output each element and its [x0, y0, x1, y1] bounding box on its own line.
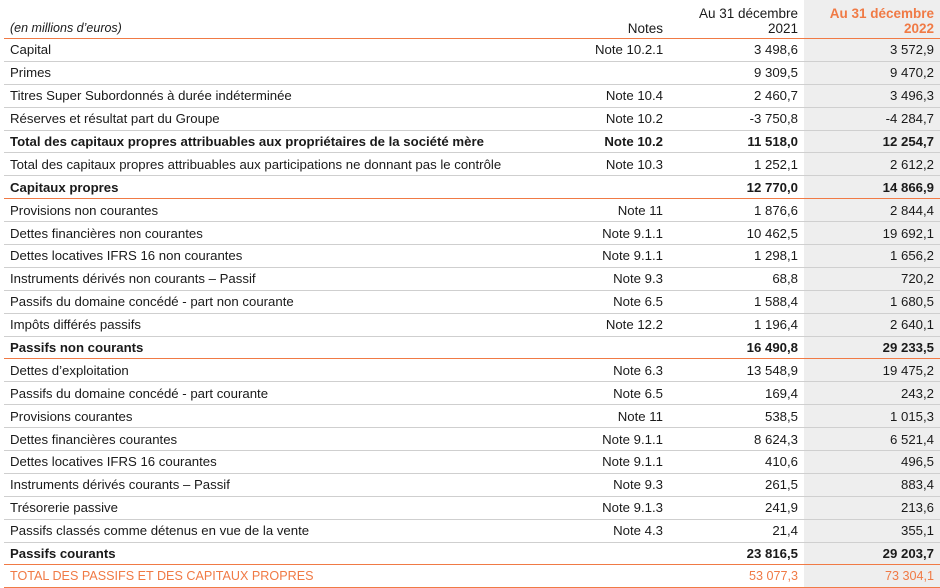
row-label: Dettes financières courantes [10, 431, 178, 447]
row-note [589, 565, 669, 588]
table-row [4, 313, 940, 336]
table-row [4, 199, 940, 222]
row-label: Passifs classés comme détenus en vue de la vente [10, 523, 310, 539]
row-note [589, 542, 669, 565]
column-header-2021-date: Au 31 décembre [698, 6, 798, 21]
row-note [589, 61, 669, 84]
row-label: Provisions courantes [10, 408, 133, 424]
row-value-2022: 2 640,1 [804, 313, 940, 336]
row-note: Note 10.2.1 [595, 42, 664, 58]
row-label: Total des capitaux propres attribuables aux participations ne donnant pas le contrôle [10, 156, 502, 172]
grand-total-row [4, 565, 940, 588]
table-row [4, 84, 940, 107]
row-note: Note 4.3 [613, 523, 663, 539]
table-row [4, 107, 940, 130]
column-header-2022 [804, 0, 940, 39]
row-label: Titres Super Subordonnés à durée indéterminée [10, 88, 292, 104]
row-note: Note 6.3 [613, 362, 663, 378]
table-row [4, 382, 940, 405]
table-row [4, 61, 940, 84]
row-note: Note 11 [617, 408, 663, 424]
row-label: Dettes locatives IFRS 16 courantes [10, 454, 217, 470]
row-label: Passifs du domaine concédé - part courante [10, 385, 269, 401]
row-note: Note 10.3 [605, 156, 663, 172]
row-value-2021: 68,8 [772, 271, 798, 287]
row-value-2022: 2 612,2 [804, 153, 940, 176]
table-row [4, 519, 940, 542]
row-note: Note 9.1.1 [602, 454, 663, 470]
row-note: Note 9.1.1 [602, 431, 663, 447]
row-note: Note 10.4 [605, 88, 663, 104]
subtotal-row [4, 176, 940, 199]
row-note: Note 9.1.1 [602, 248, 663, 264]
row-note: Note 6.5 [613, 294, 663, 310]
row-note: Note 9.3 [613, 271, 663, 287]
column-header-2022-year: 2022 [903, 21, 934, 36]
row-value-2022: 1 656,2 [804, 245, 940, 268]
subtotal-row [4, 130, 940, 153]
table-row [4, 428, 940, 451]
row-note: Note 9.1.3 [602, 500, 663, 516]
table-row [4, 222, 940, 245]
row-value-2022: 14 866,9 [804, 176, 940, 199]
row-note: Note 12.2 [605, 317, 663, 333]
unit-label: (en millions d’euros) [10, 21, 122, 35]
row-note: Note 6.5 [613, 385, 663, 401]
row-value-2022: 243,2 [804, 382, 940, 405]
liabilities-equity-table [4, 0, 940, 588]
row-value-2022: 1 015,3 [804, 405, 940, 428]
row-value-2022: 3 572,9 [804, 39, 940, 62]
column-header-2021 [669, 0, 804, 39]
row-value-2022: 2 844,4 [804, 199, 940, 222]
row-value-2021: 9 309,5 [754, 65, 798, 81]
row-note: Note 9.3 [613, 477, 663, 493]
row-value-2022: 12 254,7 [804, 130, 940, 153]
table-row [4, 496, 940, 519]
row-value-2022: 496,5 [804, 451, 940, 474]
row-value-2022: 1 680,5 [804, 290, 940, 313]
row-value-2021: 538,5 [764, 408, 798, 424]
table-row [4, 290, 940, 313]
row-value-2022: 213,6 [804, 496, 940, 519]
row-value-2021: 1 252,1 [754, 156, 798, 172]
row-label: Passifs non courants [10, 340, 144, 356]
row-value-2021: 1 298,1 [754, 248, 798, 264]
row-label: Capital [10, 42, 52, 58]
row-value-2022: 6 521,4 [804, 428, 940, 451]
row-value-2021: 2 460,7 [754, 88, 798, 104]
row-value-2021: 12 770,0 [746, 179, 798, 195]
row-value-2022: 29 233,5 [804, 336, 940, 359]
row-note: Note 10.2 [605, 111, 663, 127]
row-label: Provisions non courantes [10, 202, 159, 218]
row-value-2022: 73 304,1 [804, 565, 940, 588]
row-value-2021: 10 462,5 [746, 225, 798, 241]
row-value-2022: 19 692,1 [804, 222, 940, 245]
row-value-2021: 410,6 [764, 454, 798, 470]
row-label: Impôts différés passifs [10, 317, 141, 333]
row-value-2021: 8 624,3 [754, 431, 798, 447]
row-value-2021: 13 548,9 [746, 362, 798, 378]
column-header-2021-year: 2021 [767, 21, 798, 36]
row-value-2021: 3 498,6 [754, 42, 798, 58]
row-label: Dettes d’exploitation [10, 362, 129, 378]
row-value-2021: 23 816,5 [746, 546, 798, 562]
row-value-2022: 883,4 [804, 473, 940, 496]
row-label: Passifs du domaine concédé - part non courante [10, 294, 294, 310]
row-label: TOTAL DES PASSIFS ET DES CAPITAUX PROPRES [10, 568, 314, 583]
table-row [4, 245, 940, 268]
table-row [4, 473, 940, 496]
row-value-2021: 1 196,4 [754, 317, 798, 333]
row-note [589, 176, 669, 199]
row-value-2022: 29 203,7 [804, 542, 940, 565]
row-note: Note 9.1.1 [602, 225, 663, 241]
notes-column-header: Notes [627, 21, 663, 36]
row-value-2022: 19 475,2 [804, 359, 940, 382]
row-label: Trésorerie passive [10, 500, 118, 516]
subtotal-row [4, 542, 940, 565]
row-value-2021: 21,4 [772, 523, 798, 539]
row-value-2022: 355,1 [804, 519, 940, 542]
row-label: Capitaux propres [10, 179, 119, 195]
subtotal-row [4, 336, 940, 359]
row-value-2021: 169,4 [764, 385, 798, 401]
row-label: Instruments dérivés non courants – Passif [10, 271, 256, 287]
row-value-2021: 241,9 [764, 500, 798, 516]
row-value-2021: 1 876,6 [754, 202, 798, 218]
row-value-2022: 720,2 [804, 267, 940, 290]
row-value-2021: 261,5 [764, 477, 798, 493]
row-label: Réserves et résultat part du Groupe [10, 111, 220, 127]
row-value-2022: 9 470,2 [804, 61, 940, 84]
table-row [4, 359, 940, 382]
table-row [4, 267, 940, 290]
table-row [4, 153, 940, 176]
row-label: Primes [10, 65, 52, 81]
row-value-2021: 53 077,3 [748, 568, 798, 583]
table-header-row [4, 0, 940, 39]
row-label: Dettes financières non courantes [10, 225, 203, 241]
table-row [4, 39, 940, 62]
row-value-2021: -3 750,8 [749, 111, 798, 127]
row-note [589, 336, 669, 359]
table-row [4, 451, 940, 474]
column-header-2022-date: Au 31 décembre [829, 6, 934, 21]
row-label: Instruments dérivés courants – Passif [10, 477, 230, 493]
row-value-2022: 3 496,3 [804, 84, 940, 107]
row-note: Note 11 [617, 202, 663, 218]
row-label: Passifs courants [10, 546, 116, 562]
row-value-2021: 11 518,0 [747, 134, 798, 149]
row-value-2021: 16 490,8 [746, 340, 798, 356]
row-label: Dettes locatives IFRS 16 non courantes [10, 248, 243, 264]
row-label: Total des capitaux propres attribuables aux propriétaires de la société mère [10, 134, 484, 149]
row-note: Note 10.2 [604, 134, 663, 149]
table-row [4, 405, 940, 428]
row-value-2022: -4 284,7 [804, 107, 940, 130]
row-value-2021: 1 588,4 [754, 294, 798, 310]
